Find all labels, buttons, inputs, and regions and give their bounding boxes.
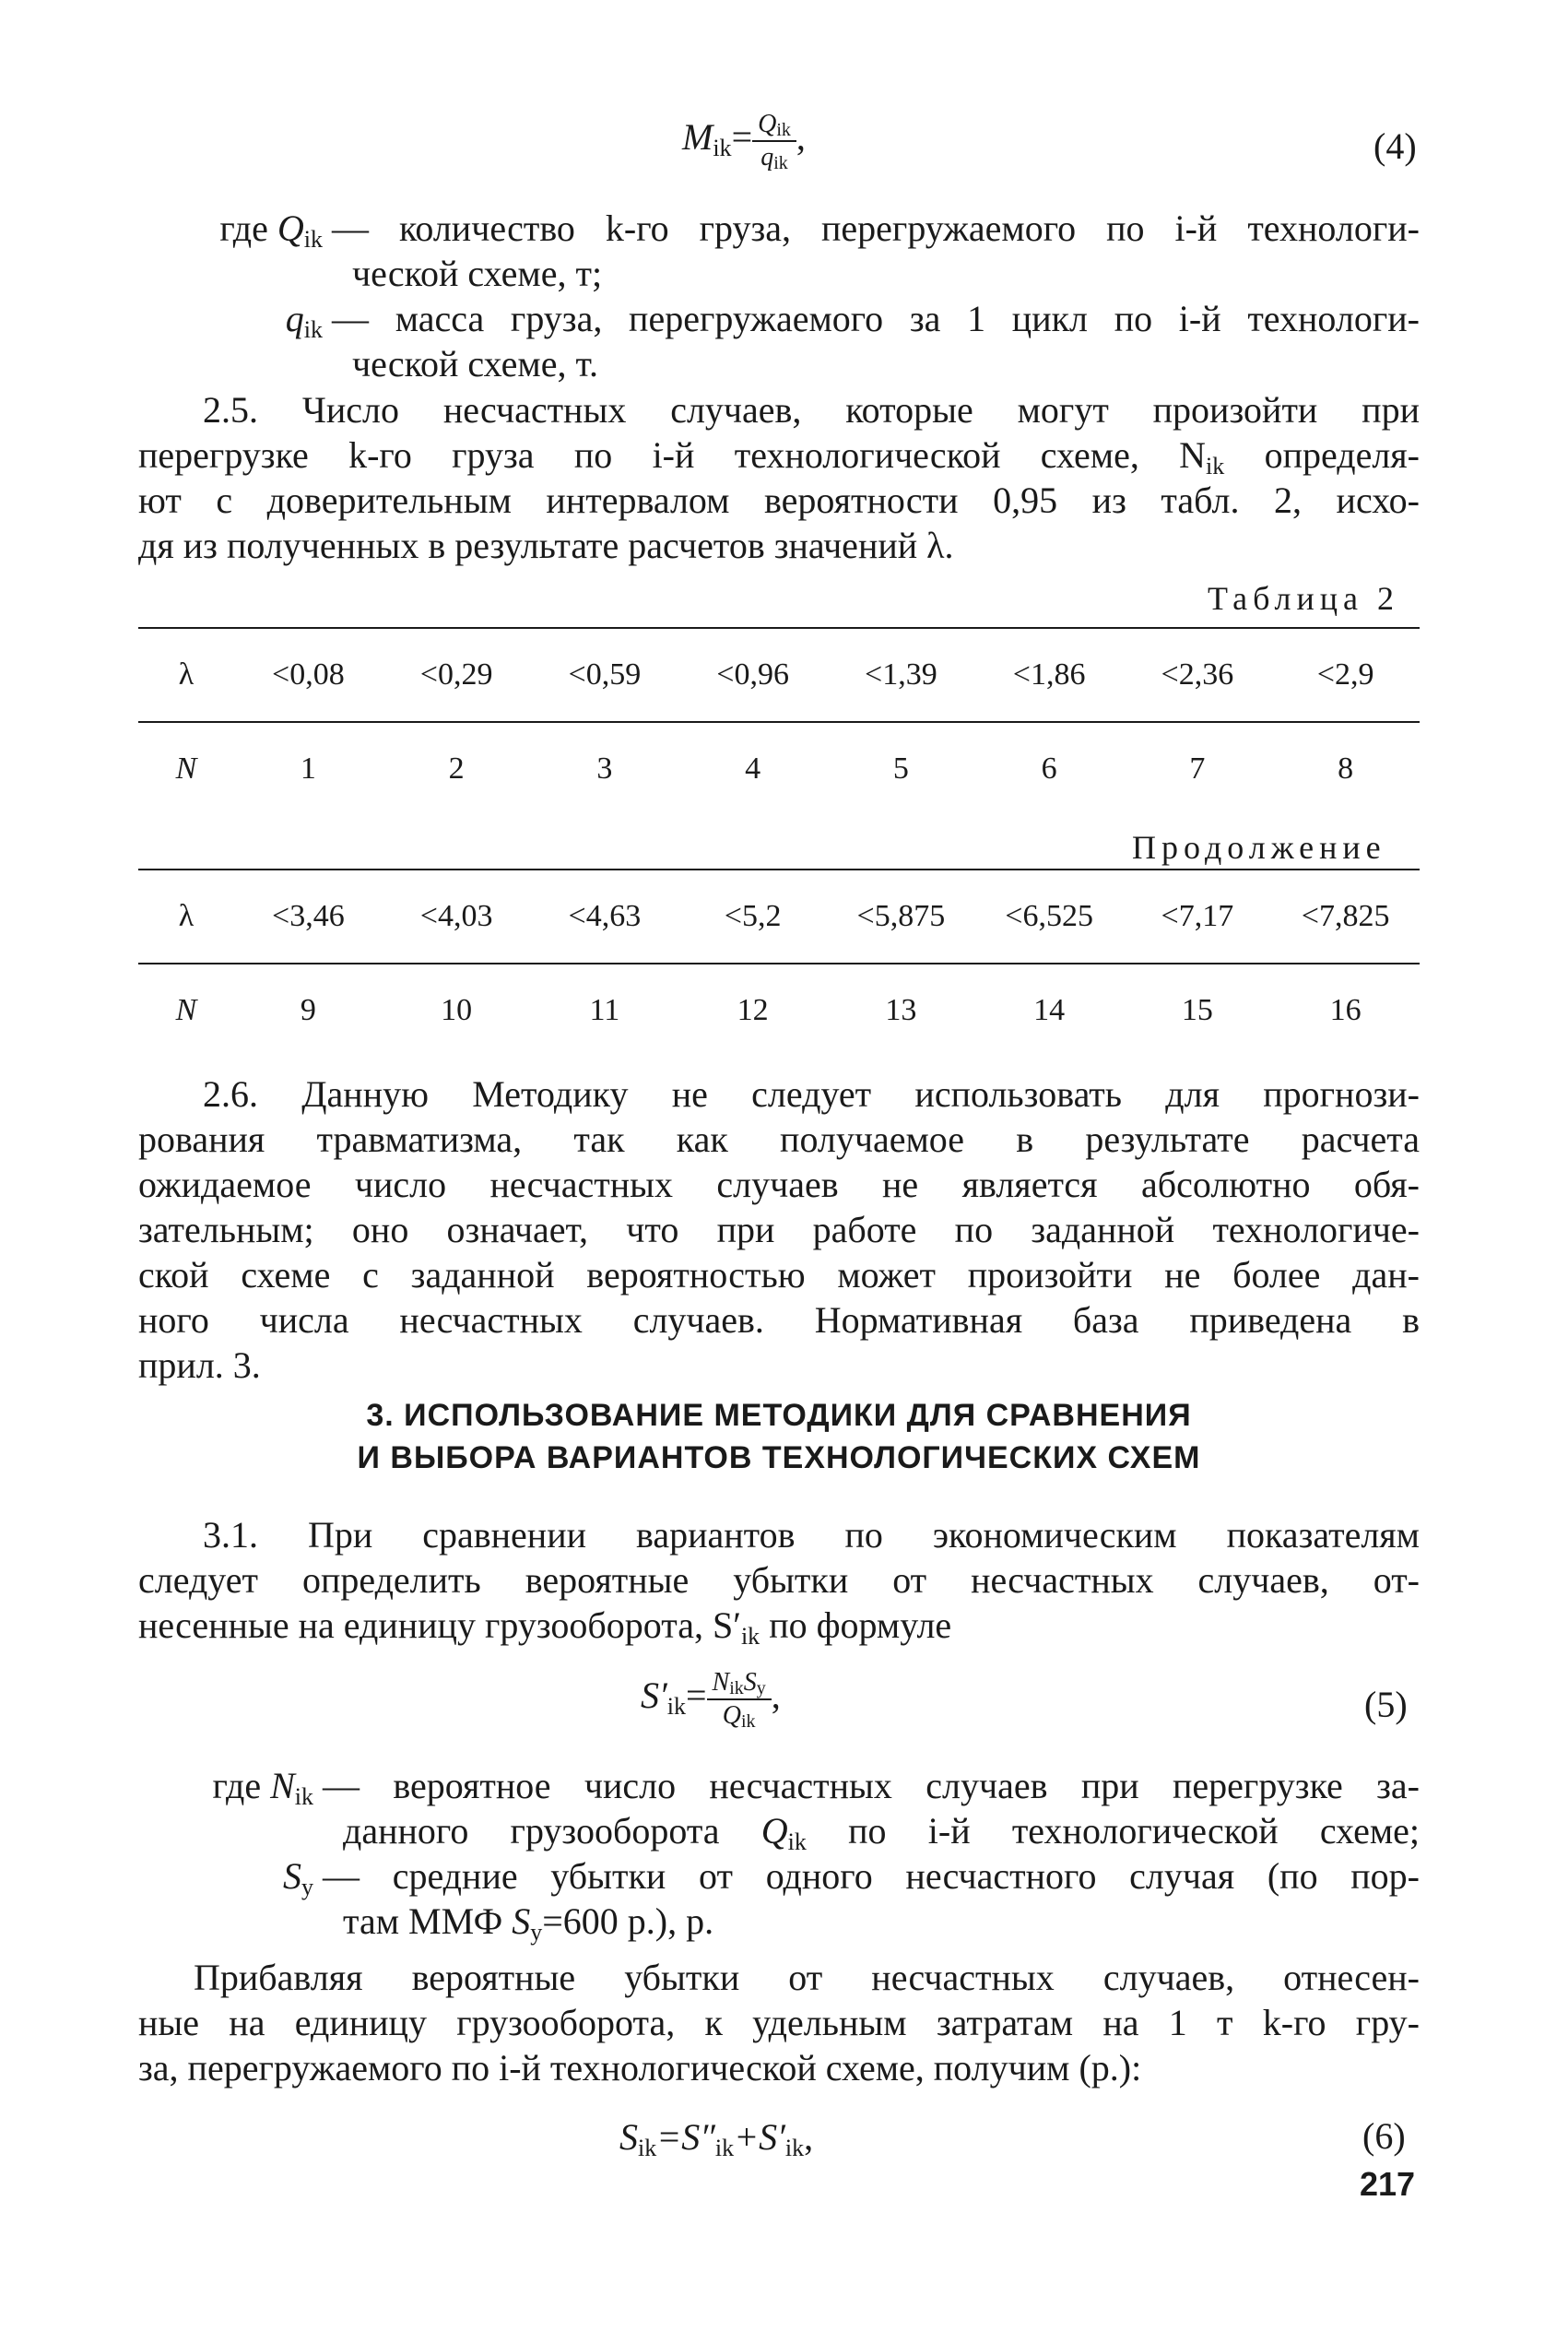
paragraph-3-1: 3.1. При сравнении вариантов по экономическим показателям следует определить вероятные убытки от несчастных случаев, от- несенные на единицу грузооборота, $S'_{ik}$ по формуле [138, 1514, 1420, 1650]
table-cell: 1 [300, 751, 316, 786]
def-Qik: где $Q_{ik}$ — количество k-го груза, перегружаемого по i-й технологи- ческой схеме, т; [219, 207, 1420, 294]
table-cell: <6,525 [1005, 899, 1093, 933]
paragraph-2-6: 2.6. Данную Методику не следует использовать для прогнози- рования травматизма, так как получаемое в результате расчета ожидаемое число несчастных случаев не является абсолютно обя- зательным; оно означает, что при работе по заданной технологиче- ской схеме с заданной вероятностью может произойти не более дан- ного числа несчастных случаев. Нормативная база приведена в прил. 3. [138, 1073, 1420, 1386]
table-row-lambda [138, 870, 1420, 963]
formula-4-number: (4) [1373, 125, 1417, 167]
formula-5: $S'_{ik}=$ $\frac{N_{ik}S_y}{Q_{ik}}$ , [641, 1668, 781, 1732]
formula-6: $S_{ik}=S''_{ik}+S'_{ik}$, [619, 2116, 814, 2161]
paragraph-2-5: 2.5. Число несчастных случаев, которые могут произойти при перегрузке k-го груза по i-й технологической схеме, $N_{ik}$ определя- ют с доверительным интервалом вероятности 0,95 из табл. 2, исхо- дя из полученных в результате расчетов значений λ. [138, 389, 1421, 566]
table-row-n [138, 723, 1420, 815]
table-cell: 15 [1181, 993, 1213, 1027]
table-cell: <7,17 [1161, 899, 1234, 933]
table-cell: <4,03 [419, 899, 493, 933]
table-continuation: Продолжение [1132, 829, 1386, 866]
table-cell: 4 [745, 751, 761, 786]
table-cell: 9 [300, 993, 316, 1027]
table-cell: 7 [1189, 751, 1206, 786]
table-cell: 11 [589, 993, 620, 1027]
table-cell: 3 [596, 751, 613, 786]
table-cell: <7,825 [1301, 899, 1390, 933]
paragraph-final: Прибавляя вероятные убытки от несчастных случаев, отнесен- ные на единицу грузооборота, к удельным затратам на 1 т k-го гру- за, перегружаемого по i-й технологической схеме, получим (р.): [138, 1957, 1420, 2088]
formula-4: $M_{ik}=$ $\frac{Q_{ik}}{q_{ik}}$ , [682, 110, 806, 173]
table-cell: <4,63 [568, 899, 642, 933]
table-cell: 12 [737, 993, 769, 1027]
row-label: λ [178, 899, 195, 933]
table-cell: <5,2 [724, 899, 782, 933]
table-2-part-1 [138, 627, 1420, 815]
formula-6-number: (6) [1362, 2115, 1406, 2157]
table-cell: 14 [1033, 993, 1066, 1027]
table-cell: <3,46 [272, 899, 345, 933]
table-cell: 6 [1041, 751, 1057, 786]
table-cell: 2 [448, 751, 465, 786]
def-Sy: $S_y$ — средние убытки от одного несчастного случая (по пор- там ММФ $S_y=600$ р.), р. [283, 1855, 1420, 1946]
defs-4 [138, 206, 1420, 386]
table-cell: 13 [885, 993, 917, 1027]
table-cell: 10 [441, 993, 473, 1027]
table-2-part-2 [138, 869, 1420, 1057]
table-cell: <0,59 [568, 657, 642, 692]
table-caption: Таблица 2 [1208, 580, 1399, 617]
table-row-lambda [138, 629, 1420, 721]
table-cell: 5 [892, 751, 909, 786]
table-cell: <0,29 [419, 657, 493, 692]
row-label: N [175, 993, 197, 1027]
def-qik: $q_{ik}$ — масса груза, перегружаемого за 1 цикл по i-й технологи- ческой схеме, т. [285, 298, 1420, 385]
defs-5 [138, 1763, 1420, 1944]
table-cell: <0,96 [716, 657, 789, 692]
table-cell: <1,86 [1012, 657, 1086, 692]
section-heading: 3. ИСПОЛЬЗОВАНИЕ МЕТОДИКИ ДЛЯ СРАВНЕНИЯ И ВЫБОРА ВАРИАНТОВ ТЕХНОЛОГИЧЕСКИХ СХЕМ [357, 1398, 1201, 1475]
table-cell: <0,08 [272, 657, 345, 692]
table-cell: <1,39 [865, 657, 937, 692]
def-Nik: где $N_{ik}$ — вероятное число несчастных случаев при перегрузке за- данного грузооборота $Q_{ik}$ по i-й технологической схеме; [212, 1765, 1421, 1855]
table-cell: <2,9 [1316, 657, 1374, 692]
row-label: λ [178, 657, 195, 692]
table-cell: 16 [1329, 993, 1362, 1027]
row-label: N [175, 751, 197, 786]
table-cell: <5,875 [856, 899, 946, 933]
table-row-n [138, 964, 1420, 1057]
formula-5-number: (5) [1364, 1684, 1408, 1725]
page-number: 217 [1360, 2165, 1416, 2203]
table-cell: 8 [1338, 751, 1354, 786]
table-cell: <2,36 [1161, 657, 1234, 692]
